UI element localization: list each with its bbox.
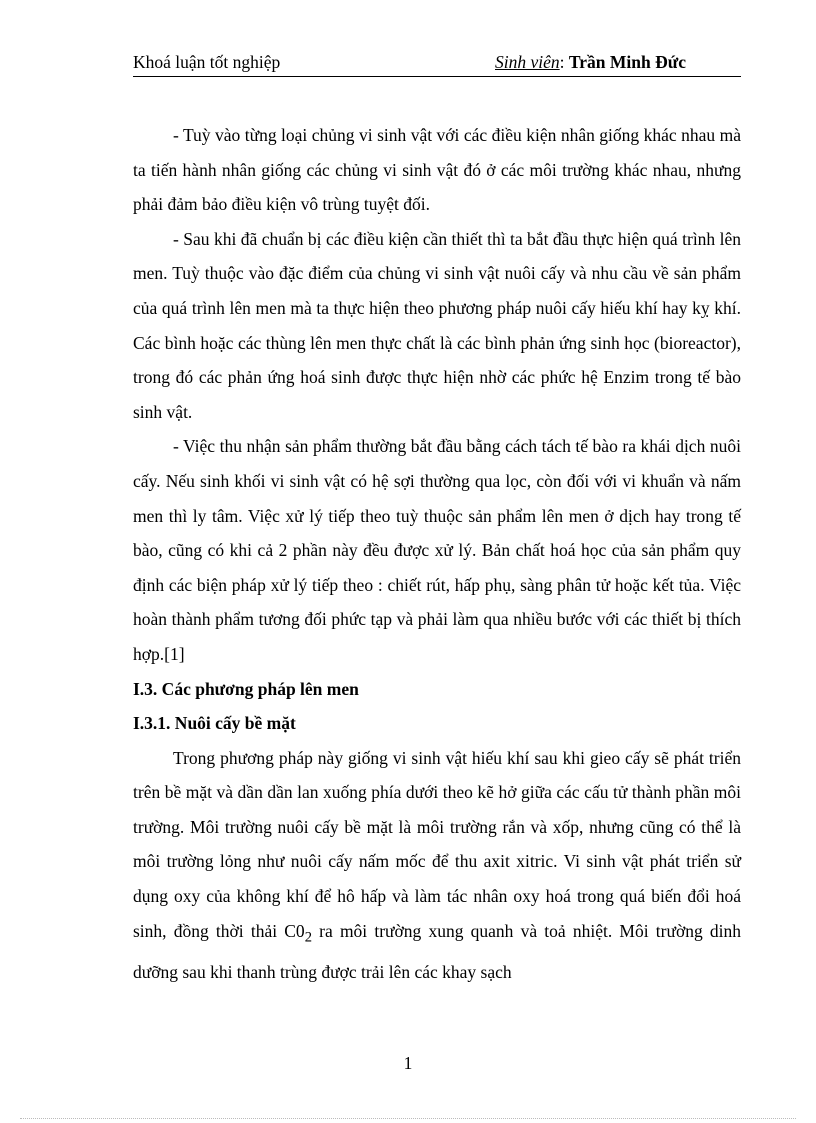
header-colon: : bbox=[559, 52, 569, 72]
page-bottom-divider bbox=[20, 1118, 796, 1119]
header-thesis-title: Khoá luận tốt nghiệp bbox=[133, 52, 281, 72]
subsection-heading: I.3.1. Nuôi cấy bề mặt bbox=[133, 713, 296, 734]
paragraph-4-part-b: ra môi trường xung quanh và toả nhiệt. Môi trường dinh dưỡng sau khi thanh trùng được trải lên các khay sạch bbox=[133, 920, 741, 982]
paragraph-4 bbox=[133, 741, 741, 990]
header-student-name: Trần Minh Đức bbox=[568, 52, 687, 72]
paragraph-3: - Việc thu nhận sản phẩm thường bắt đầu bằng cách tách tế bào ra khái dịch nuôi cấy. Nếu sinh khối vi sinh vật có hệ sợi thường qua lọc, còn đối với vi khuẩn và nấm men thì ly tâm. Việc xử lý tiếp theo tuỳ thuộc sản phẩm lên men ở dịch hay trong tế bào, cũng có khi cả 2 phần này đều được xử lý. Bản chất hoá học của sản phẩm quy định các biện pháp xử lý tiếp theo : chiết rút, hấp phụ, sàng phân tử hoặc kết tủa. Việc hoàn thành phẩm tương đối phức tạp và phải làm qua nhiều bước với các thiết bị thích hợp.[1] bbox=[133, 436, 741, 664]
paragraph-2: - Sau khi đã chuẩn bị các điều kiện cần thiết thì ta bắt đầu thực hiện quá trình lên men. Tuỳ thuộc vào đặc điểm của chủng vi sinh vật nuôi cấy và nhu cầu về sản phẩm của quá trình lên men mà ta thực hiện theo phương pháp nuôi cấy hiếu khí hay kỵ khí. Các bình hoặc các thùng lên men thực chất là các bình phản ứng sinh học (bioreactor), trong đó các phản ứng hoá sinh được thực hiện nhờ các phức hệ Enzim trong tế bào sinh vật. bbox=[133, 228, 741, 422]
page-number: 1 bbox=[403, 1053, 413, 1073]
header-student-label: Sinh viên bbox=[495, 52, 560, 72]
paragraph-1: - Tuỳ vào từng loại chủng vi sinh vật với các điều kiện nhân giống khác nhau mà ta tiến hành nhân giống các chủng vi sinh vật đó ở các môi trường khác nhau, nhưng phải đảm bảo điều kiện vô trùng tuyệt đối. bbox=[133, 125, 741, 215]
page-body bbox=[133, 118, 741, 989]
paragraph-4-part-a: Trong phương pháp này giống vi sinh vật hiếu khí sau khi gieo cấy sẽ phát triển trên bề mặt và dần dần lan xuống phía dưới theo kẽ hở giữa các cấu tử thành phần môi trường. Môi trường nuôi cấy bề mặt là môi trường rắn và xốp, nhưng cũng có thể là môi trường lỏng như nuôi cấy nấm mốc để thu axit xitric. Vi sinh vật phát triển sử dụng oxy của không khí để hô hấp và làm tác nhân oxy hoá trong quá biến đổi hoá sinh, đồng thời thải C0 bbox=[133, 747, 741, 941]
header-student bbox=[495, 52, 686, 73]
section-heading: I.3. Các phương pháp lên men bbox=[133, 678, 359, 699]
co2-subscript: 2 bbox=[304, 929, 312, 946]
page-header bbox=[133, 52, 741, 77]
